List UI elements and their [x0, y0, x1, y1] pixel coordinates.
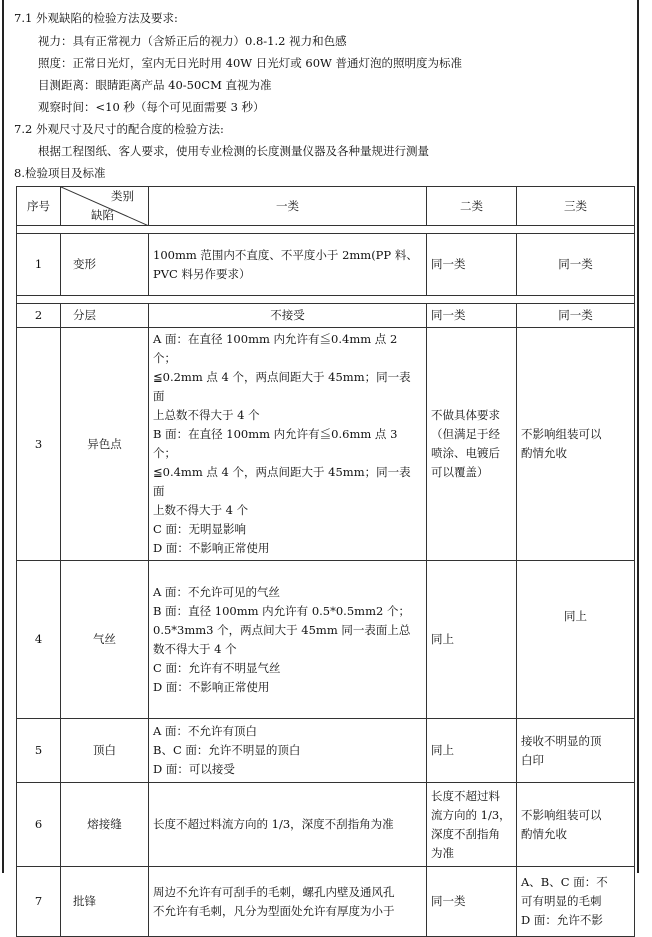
row-defect: 批锋 [61, 867, 149, 937]
page-border-left [2, 0, 4, 873]
header-class-3: 三类 [517, 187, 635, 226]
table-row [17, 304, 635, 328]
row-class-1: A 面：在直径 100mm 内允许有≦0.4mm 点 2 个； ≦0.2mm 点 4 个，两点间距大于 45mm；同一表面 上总数不得大于 4 个 B 面：在直径 100mm 内允许有≦0.6mm 点 3 个； ≦0.4mm 点 4 个，两点间距大于 45mm；同一表面 上数不得大于 4 个 C 面：无明显影响 D 面：不影响正常使用 [149, 328, 427, 561]
row-class-1: 不接受 [149, 304, 427, 328]
row-class-2: 同上 [427, 561, 517, 719]
row-class-1: A 面：不允许有顶白 B、C 面：允许不明显的顶白 D 面：可以接受 [149, 719, 427, 783]
row-class-2: 同一类 [427, 234, 517, 296]
table-row [17, 234, 635, 296]
page-border-right [637, 0, 639, 873]
req-time: 观察时间：<10 秒（每个可见面需要 3 秒） [38, 100, 265, 114]
row-class-3: 同一类 [517, 234, 635, 296]
row-class-2: 同一类 [427, 304, 517, 328]
req-distance: 目测距离：眼睛距离产品 40-50CM 直视为准 [38, 78, 272, 92]
row-no: 2 [17, 304, 61, 328]
row-class-1: 100mm 范围内不直度、不平度小于 2mm(PP 料、 PVC 料另作要求） [149, 234, 427, 296]
table-row [17, 867, 635, 937]
row-defect: 变形 [61, 234, 149, 296]
table-row [17, 719, 635, 783]
row-no: 7 [17, 867, 61, 937]
row-defect: 异色点 [61, 328, 149, 561]
header-defect: 缺陷 [91, 208, 114, 222]
row-class-3: 不影响组装可以 酌情允收 [517, 328, 635, 561]
row-no: 5 [17, 719, 61, 783]
header-class-1: 一类 [149, 187, 427, 226]
row-class-2: 不做具体要求 （但满足于经 喷涂、电镀后 可以覆盖） [427, 328, 517, 561]
row-class-3: 接收不明显的顶 白印 [517, 719, 635, 783]
row-class-3: 同上 [517, 561, 635, 719]
section-7-2-body: 根据工程图纸、客人要求，使用专业检测的长度测量仪器及各种量规进行测量 [38, 144, 429, 158]
table-row [17, 328, 635, 561]
row-class-1: 周边不允许有可刮手的毛刺，螺孔内壁及通风孔 不允许有毛刺，凡分为型面处允许有厚度为小于 [149, 867, 427, 937]
section-7-2-title: 7.2 外观尺寸及尺寸的配合度的检验方法: [14, 122, 224, 136]
header-diagonal-cell [61, 187, 149, 226]
header-class-2: 二类 [427, 187, 517, 226]
section-7-1-title: 7.1 外观缺陷的检验方法及要求: [14, 11, 178, 25]
row-defect: 熔接缝 [61, 783, 149, 867]
row-no: 4 [17, 561, 61, 719]
row-no: 6 [17, 783, 61, 867]
row-class-2: 同上 [427, 719, 517, 783]
table-header-row [17, 187, 635, 226]
row-defect: 分层 [61, 304, 149, 328]
header-category: 类别 [111, 189, 134, 203]
table-row [17, 561, 635, 719]
header-no: 序号 [17, 187, 61, 226]
row-class-2: 同一类 [427, 867, 517, 937]
row-no: 1 [17, 234, 61, 296]
row-class-3: 同一类 [517, 304, 635, 328]
inspection-standard-table [16, 186, 635, 937]
row-class-2: 长度不超过料 流方向的 1/3， 深度不刮指角 为准 [427, 783, 517, 867]
row-class-3: A、B、C 面：不 可有明显的毛刺 D 面：允许不影 [517, 867, 635, 937]
req-vision: 视力：具有正常视力（含矫正后的视力）0.8-1.2 视力和色感 [38, 34, 347, 48]
section-8-title: 8.检验项目及标准 [14, 166, 106, 180]
req-lighting: 照度：正常日光灯，室内无日光时用 40W 日光灯或 60W 普通灯泡的照明度为标准 [38, 56, 463, 70]
row-defect: 顶白 [61, 719, 149, 783]
row-class-1: A 面：不允许可见的气丝 B 面：直径 100mm 内允许有 0.5*0.5mm2 个； 0.5*3mm3 个，两点间大于 45mm 同一表面上总 数不得大于 4 个 C 面：允许有不明显气丝 D 面：不影响正常使用 [149, 561, 427, 719]
table-row [17, 783, 635, 867]
row-defect: 气丝 [61, 561, 149, 719]
row-class-3: 不影响组装可以 酌情允收 [517, 783, 635, 867]
row-class-1: 长度不超过料流方向的 1/3，深度不刮指角为准 [149, 783, 427, 867]
row-no: 3 [17, 328, 61, 561]
